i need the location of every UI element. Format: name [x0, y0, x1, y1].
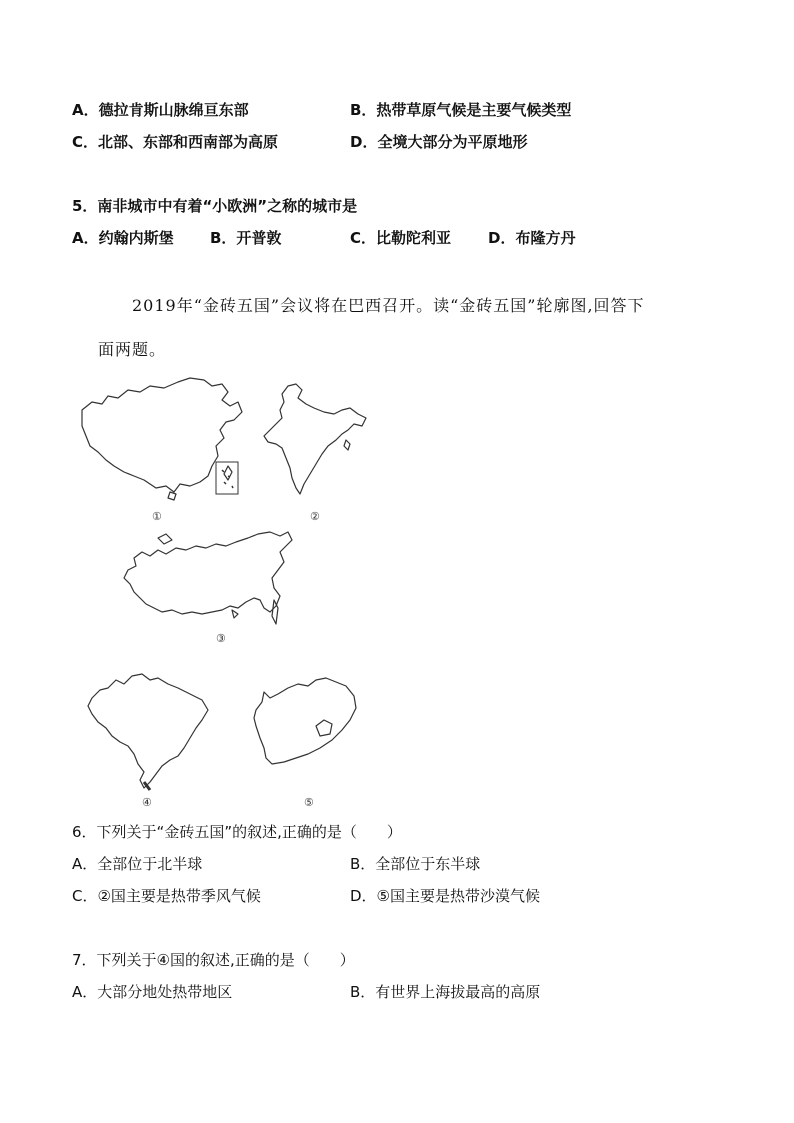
q4-option-a: A．德拉肯斯山脉绵亘东部: [72, 101, 249, 119]
brazil-outline-map: [86, 668, 212, 792]
q5-option-b: B．开普敦: [210, 229, 282, 247]
india-outline-map: [262, 382, 372, 500]
map-label-3: ③: [216, 632, 226, 645]
q5-option-c: C．比勒陀利亚: [350, 229, 452, 247]
q5-option-d: D．布隆方丹: [488, 229, 576, 247]
intro-line-2: 面两题。: [98, 340, 167, 359]
q6-option-d: D．⑤国主要是热带沙漠气候: [350, 887, 540, 905]
q6-option-c: C．②国主要是热带季风气候: [72, 887, 261, 905]
q7-option-b: B．有世界上海拔最高的高原: [350, 983, 541, 1001]
q4-option-d: D．全境大部分为平原地形: [350, 133, 528, 151]
china-outline-map: [78, 376, 258, 506]
q6-option-a: A．全部位于北半球: [72, 855, 203, 873]
map-label-5: ⑤: [304, 796, 314, 809]
q6-option-b: B．全部位于东半球: [350, 855, 481, 873]
q7-option-a: A．大部分地处热带地区: [72, 983, 233, 1001]
russia-outline-map: [114, 528, 294, 630]
south-africa-outline-map: [250, 676, 360, 770]
map-label-4: ④: [142, 796, 152, 809]
map-label-2: ②: [310, 510, 320, 523]
q4-option-c: C．北部、东部和西南部为高原: [72, 133, 279, 151]
intro-line-1: 2019年“金砖五国”会议将在巴西召开。读“金砖五国”轮廓图,回答下: [132, 296, 645, 315]
q5-option-a: A．约翰内斯堡: [72, 229, 174, 247]
q6-stem: 6．下列关于“金砖五国”的叙述,正确的是（ ）: [72, 823, 402, 841]
q4-option-b: B．热带草原气候是主要气候类型: [350, 101, 572, 119]
q5-stem: 5．南非城市中有着“小欧洲”之称的城市是: [72, 197, 358, 215]
map-label-1: ①: [152, 510, 162, 523]
q7-stem: 7．下列关于④国的叙述,正确的是（ ）: [72, 951, 355, 969]
